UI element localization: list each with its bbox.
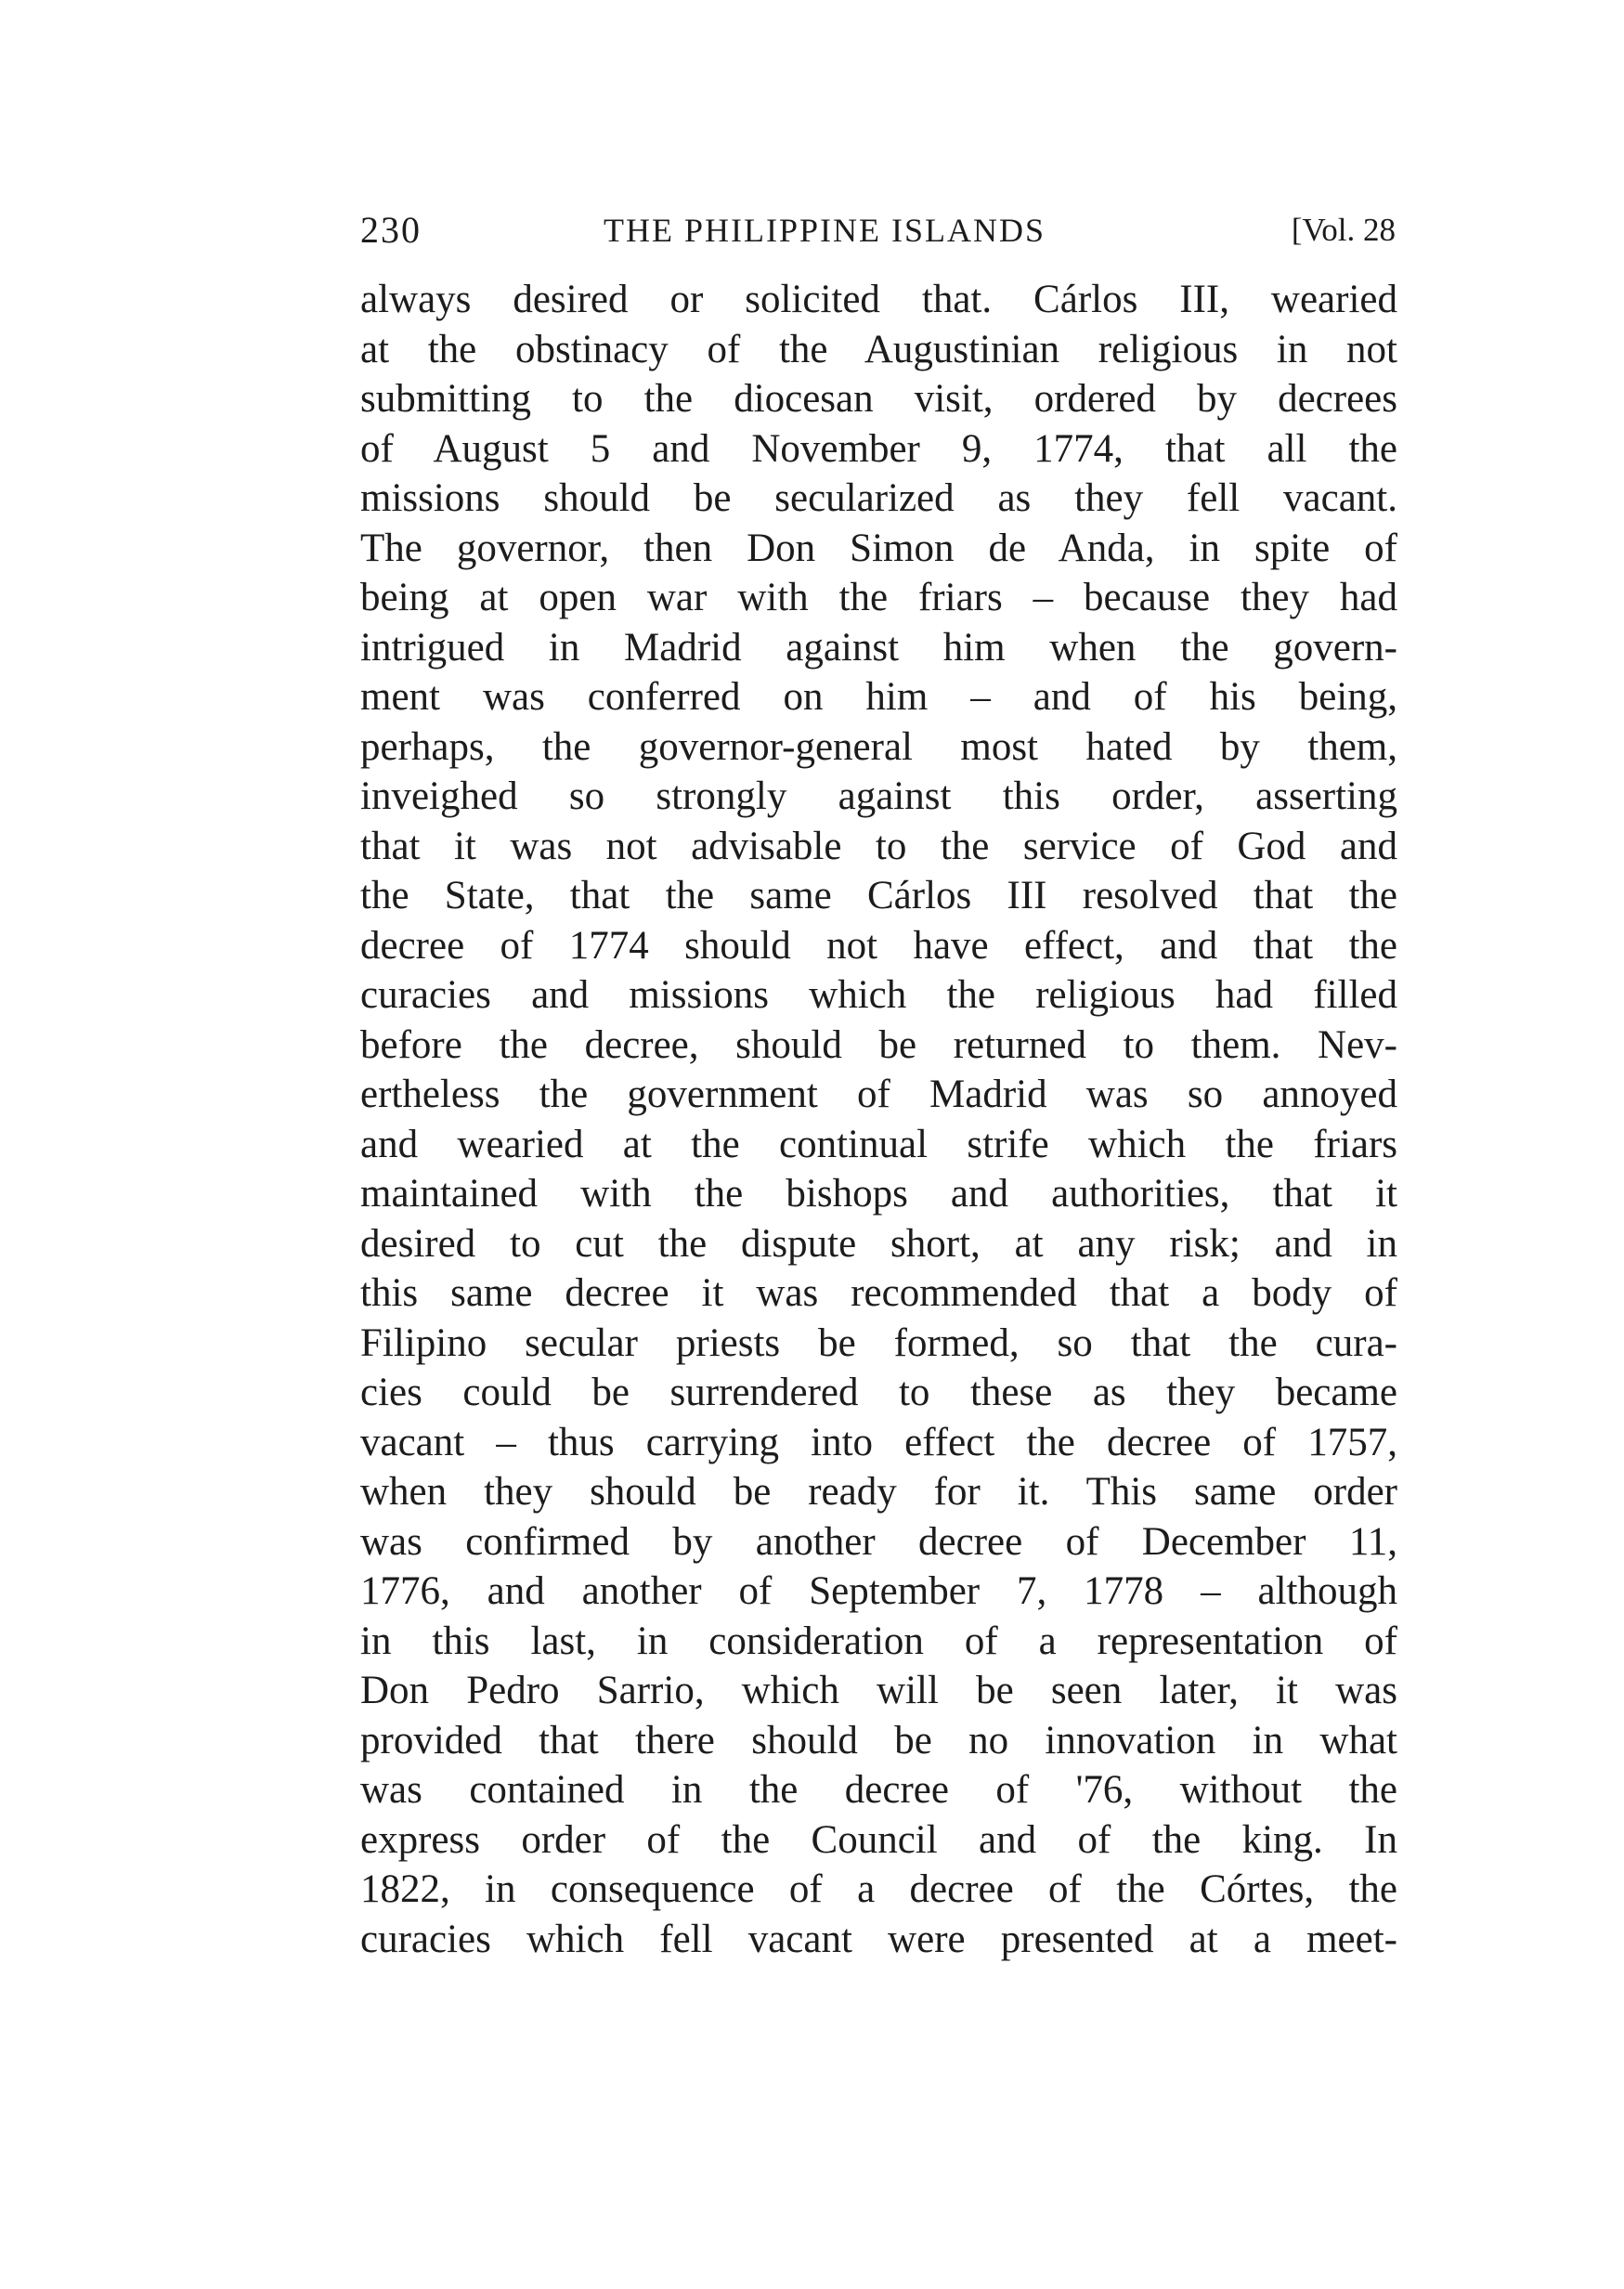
text-line: this same decree it was recommended that a body of [360, 1271, 1397, 1315]
text-line: 1822, in consequence of a decree of the Córtes, the [360, 1867, 1397, 1911]
text-line: of August 5 and November 9, 1774, that all the [360, 426, 1397, 471]
text-line: perhaps, the governor-general most hated by them, [360, 724, 1397, 769]
text-line: ertheless the government of Madrid was so annoyed [360, 1073, 1397, 1116]
text-line: desired to cut the dispute short, at any risk; and in [360, 1221, 1397, 1266]
text-line: decree of 1774 should not have effect, and that the [360, 923, 1397, 968]
text-line: curacies and missions which the religious had filled [360, 973, 1397, 1017]
body-text [360, 275, 1397, 1964]
text-line: when they should be ready for it. This same order [360, 1470, 1397, 1514]
text-line: that it was not advisable to the service of God and [360, 824, 1397, 868]
text-line: 1776, and another of September 7, 1778 – although [360, 1569, 1397, 1613]
page-header [360, 202, 1396, 258]
running-title: THE PHILIPPINE ISLANDS [604, 212, 1046, 249]
text-line: maintained with the bishops and authorities, that it [360, 1172, 1397, 1216]
text-line: intrigued in Madrid against him when the govern- [360, 625, 1397, 670]
text-line: always desired or solicited that. Cárlos III, wearied [360, 278, 1397, 321]
text-line: express order of the Council and of the king. In [360, 1817, 1397, 1862]
text-line: vacant – thus carrying into effect the decree of 1757, [360, 1420, 1397, 1464]
text-line: ment was conferred on him – and of his being, [360, 675, 1397, 719]
text-line: was confirmed by another decree of December 11, [360, 1519, 1397, 1564]
text-line: Filipino secular priests be formed, so that the cura- [360, 1320, 1397, 1365]
text-line: Don Pedro Sarrio, which will be seen later, it was [360, 1669, 1397, 1712]
page-number: 230 [360, 209, 422, 251]
text-line: at the obstinacy of the Augustinian religious in not [360, 327, 1397, 371]
text-line: inveighed so strongly against this order, asserting [360, 774, 1397, 818]
text-line: and wearied at the continual strife which the friars [360, 1122, 1397, 1166]
text-line: was contained in the decree of '76, without the [360, 1768, 1397, 1812]
text-line: missions should be secularized as they fell vacant. [360, 476, 1397, 520]
text-line: cies could be surrendered to these as they became [360, 1371, 1397, 1414]
text-line: in this last, in consideration of a representation of [360, 1619, 1397, 1663]
text-line: The governor, then Don Simon de Anda, in spite of [360, 526, 1397, 570]
text-line: being at open war with the friars – because they had [360, 576, 1397, 619]
text-line: curacies which fell vacant were presented at a meet- [360, 1917, 1397, 1961]
text-line: the State, that the same Cárlos III resolved that the [360, 874, 1397, 917]
text-line: before the decree, should be returned to them. Nev- [360, 1022, 1397, 1067]
volume-label: [Vol. 28 [1291, 212, 1396, 248]
text-line: submitting to the diocesan visit, ordered by decrees [360, 377, 1397, 421]
text-line: provided that there should be no innovation in what [360, 1718, 1397, 1762]
